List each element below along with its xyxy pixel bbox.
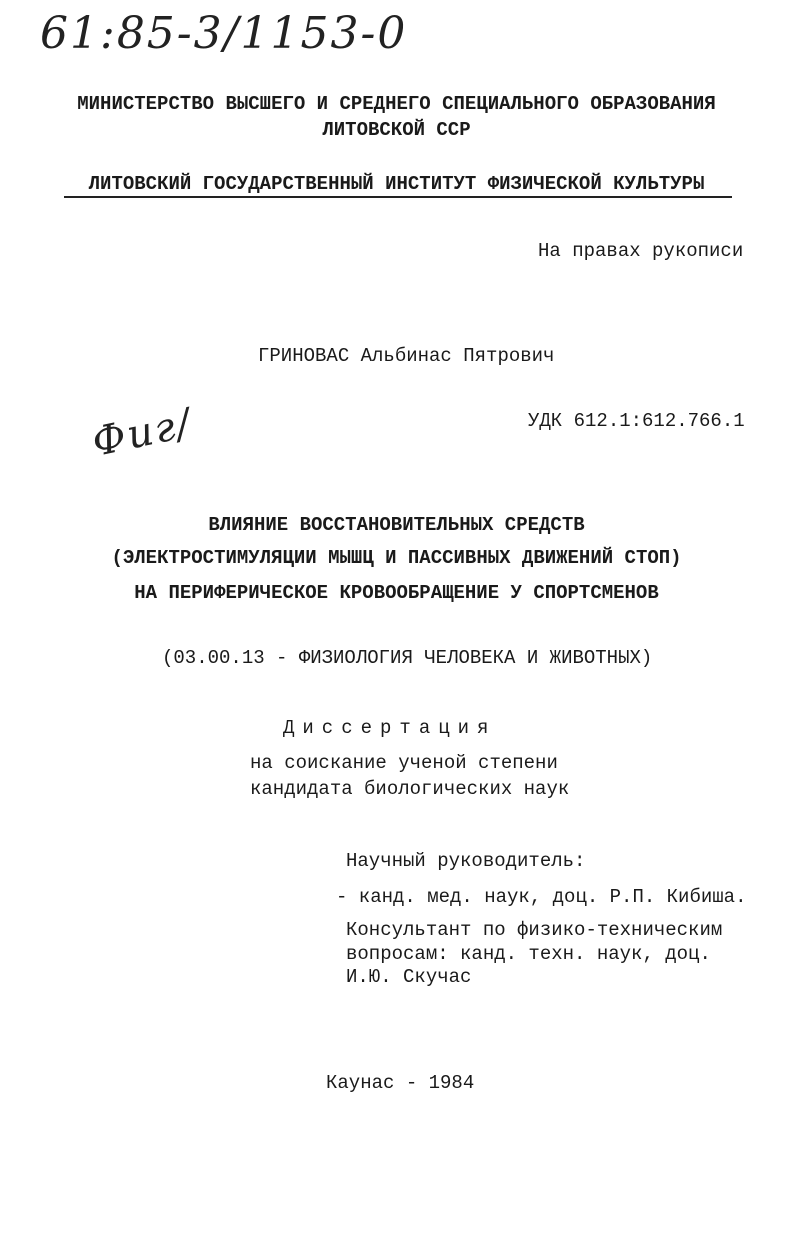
title-line-2: (ЭЛЕКТРОСТИМУЛЯЦИИ МЫШЦ И ПАССИВНЫХ ДВИЖЕНИЙ СТОП)	[111, 547, 682, 569]
specialty-code: (03.00.13 - ФИЗИОЛОГИЯ ЧЕЛОВЕКА И ЖИВОТНЫХ)	[162, 647, 653, 669]
degree-line-2: кандидата биологических наук	[250, 778, 570, 800]
dissertation-label: Диссертация	[283, 717, 497, 739]
supervisor-name: - канд. мед. наук, доц. Р.П. Кибиша.	[336, 886, 747, 908]
udk-code: УДК 612.1:612.766.1	[528, 410, 745, 432]
consultant-line-2: вопросам: канд. техн. наук, доц.	[346, 943, 711, 965]
institute-name: ЛИТОВСКИЙ ГОСУДАРСТВЕННЫЙ ИНСТИТУТ ФИЗИЧЕСКОЙ КУЛЬТУРЫ	[88, 173, 705, 195]
consultant-line-1: Консультант по физико-техническим	[346, 919, 723, 941]
title-line-3: НА ПЕРИФЕРИЧЕСКОЕ КРОВООБРАЩЕНИЕ У СПОРТСМЕНОВ	[134, 582, 659, 604]
city-year: Каунас - 1984	[326, 1072, 475, 1094]
ministry-line-1: МИНИСТЕРСТВО ВЫСШЕГО И СРЕДНЕГО СПЕЦИАЛЬНОГО ОБРАЗОВАНИЯ	[77, 93, 716, 115]
title-line-1: ВЛИЯНИЕ ВОССТАНОВИТЕЛЬНЫХ СРЕДСТВ	[208, 514, 585, 536]
consultant-line-3: И.Ю. Скучас	[346, 966, 472, 988]
degree-line-1: на соискание ученой степени	[250, 752, 558, 774]
header-underline	[64, 196, 732, 198]
author-name: ГРИНОВАС Альбинас Пятрович	[258, 345, 555, 367]
supervisor-label: Научный руководитель:	[346, 850, 586, 872]
handwritten-catalog-number: 61:85-3/1153-0	[40, 8, 408, 59]
handwritten-signature: Фиг/	[88, 400, 197, 466]
ministry-line-2: ЛИТОВСКОЙ ССР	[322, 119, 471, 141]
rights-note: На правах рукописи	[538, 240, 744, 262]
